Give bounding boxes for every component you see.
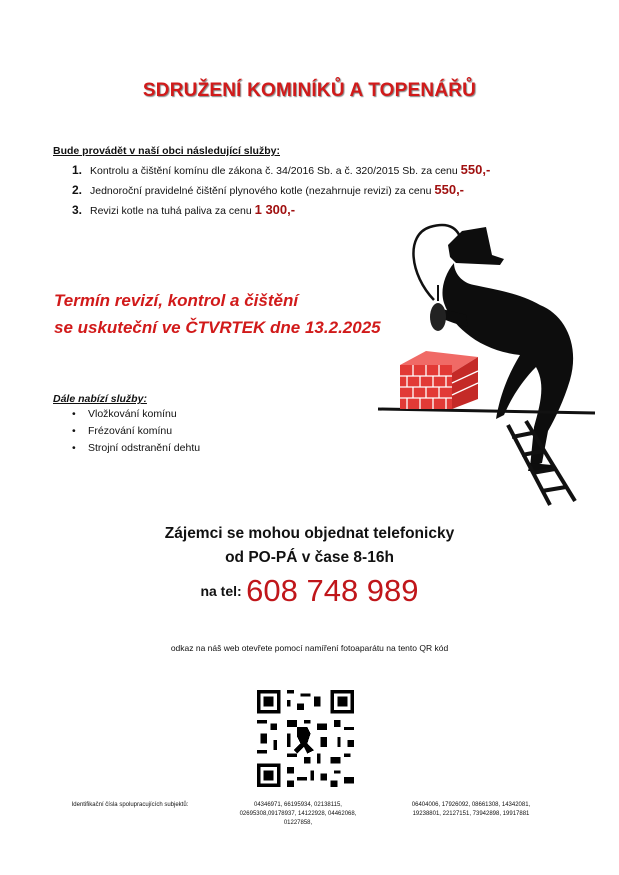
phone-prefix: na tel: (200, 583, 242, 599)
extra-service-text: Strojní odstranění dehtu (88, 442, 201, 454)
ids-list-middle: 04346971, 66195934, 02138115, 02695308,09178937, 14122928, 04462068, 01227858, (239, 802, 357, 826)
service-number: 2. (72, 183, 83, 197)
order-info (0, 522, 619, 570)
service-number: 1. (72, 163, 83, 177)
page-title: SDRUŽENÍ KOMINÍKŮ A TOPENÁŘŮ (142, 80, 477, 101)
service-price: 550,- (434, 182, 465, 197)
bullet-icon: • (72, 442, 76, 454)
appointment-date-notice (54, 287, 381, 341)
roof-line (378, 409, 595, 413)
brush-icon (430, 303, 446, 331)
qr-code[interactable] (257, 690, 354, 787)
bullet-icon: • (72, 408, 76, 420)
extra-service-text: Frézování komínu (88, 425, 173, 437)
service-number: 3. (72, 203, 83, 217)
chimney-sweep-illustration (370, 205, 600, 510)
extra-service-item (72, 442, 200, 454)
service-item-2 (72, 182, 464, 197)
order-line-2: od PO-PÁ v čase 8-16h (225, 549, 394, 566)
service-text: Jednoroční pravidelné čištění plynového kotle (nezahrnuje revizi) za cenu (90, 185, 435, 197)
extra-services-heading: Dále nabízí služby: (53, 393, 147, 405)
service-item-3 (72, 202, 295, 217)
order-line-1: Zájemci se mohou objednat telefonicky (164, 525, 455, 542)
phone-contact (0, 573, 619, 609)
services-heading: Bude provádět v naší obci následující služby: (53, 145, 280, 157)
service-text: Kontrolu a čištění komínu dle zákona č. 34/2016 Sb. a č. 320/2015 Sb. za cenu (90, 165, 461, 177)
service-price: 1 300,- (254, 202, 296, 217)
ids-label: Identifikační čísla spolupracujících subjektů: (71, 802, 189, 808)
extra-service-item (72, 408, 177, 420)
service-item-1 (72, 162, 490, 177)
bullet-icon: • (72, 425, 76, 437)
qr-note: odkaz na náš web otevřete pomocí namíření fotoaparátu na tento QR kód (170, 643, 449, 653)
phone-number[interactable]: 608 748 989 (246, 573, 419, 608)
ids-list-right: 06404006, 17926092, 08661308, 14342081, 19238801, 22127151, 73942898, 19917881 (411, 802, 531, 817)
service-text: Revizi kotle na tuhá paliva za cenu (90, 205, 255, 217)
brick-chimney-icon (400, 351, 478, 409)
term-line-1: Termín revizí, kontrol a čištění (54, 291, 299, 310)
service-price: 550,- (460, 162, 491, 177)
extra-service-item (72, 425, 172, 437)
term-line-2: se uskuteční ve ČTVRTEK dne 13.2.2025 (54, 318, 381, 337)
extra-service-text: Vložkování komínu (88, 408, 177, 420)
